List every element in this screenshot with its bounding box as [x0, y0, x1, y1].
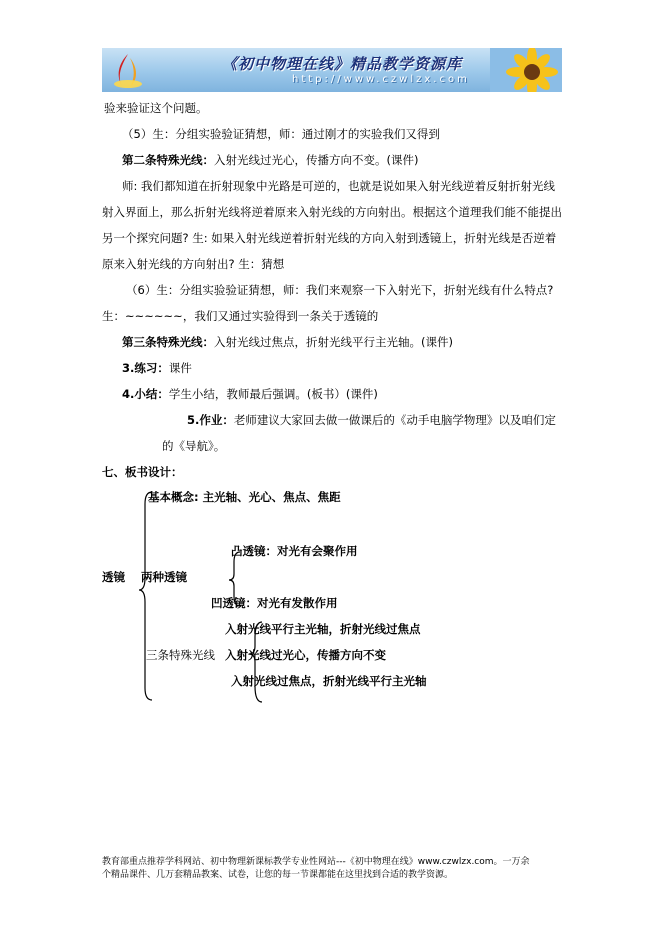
text-line-6: 另一个探究问题? 生: 如果入射光线逆着折射光线的方向入射到透镜上，折射光线是否逆着 — [102, 231, 557, 245]
second-ray-label: 第二条特殊光线： — [122, 153, 214, 167]
text-line-8: （6）生：分组实验验证猜想，师：我们来观察一下入射光下，折射光线有什么特点? — [126, 283, 554, 297]
text-line-5: 射入界面上，那么折射光线将逆着原来入射光线的方向射出。根据这个道理我们能不能提出 — [102, 205, 562, 219]
text-line-7: 原来入射光线的方向射出? 生：猜想 — [102, 257, 285, 271]
board-ray-3: 入射光线过焦点，折射光线平行主光轴 — [231, 674, 427, 688]
summary-text: 学生小结，教师最后强调。(板书）(课件) — [168, 387, 378, 401]
board-root: 透镜 — [102, 570, 125, 584]
board-three-rays: 三条特殊光线 — [146, 648, 215, 662]
header-title: 《初中物理在线》精品教学资源库 — [222, 55, 463, 73]
board-ray-1: 入射光线平行主光轴，折射光线过焦点 — [225, 622, 421, 636]
exercise-label: 3.练习： — [122, 361, 169, 375]
text-line-4: 师: 我们都知道在折射现象中光路是可逆的，也就是说如果入射光线逆着反射折射光线 — [122, 179, 556, 193]
board-two-lenses: 两种透镜 — [141, 570, 187, 584]
header-url[interactable]: http://www.czwlzx.com — [292, 74, 470, 85]
text-line-2: （5）生：分组实验验证猜想，师：通过刚才的实验我们又得到 — [122, 127, 440, 141]
homework-label: 5.作业： — [187, 413, 234, 427]
text-line-14: 的《导航》。 — [162, 439, 226, 453]
homework-text: 老师建议大家回去做一做课后的《动手电脑学物理》以及咱们定 — [233, 413, 556, 427]
root-brace — [139, 492, 152, 700]
footer-line-2: 个精品课件、几万套精品教案、试卷，让您的每一节课都能在这里找到合适的教学资源。 — [102, 870, 454, 880]
board-convex: 凸透镜：对光有会聚作用 — [231, 544, 358, 558]
board-concave: 凹透镜：对光有发散作用 — [211, 596, 338, 610]
summary-label: 4.小结： — [122, 387, 169, 401]
text-line-9: 生：~~~~~~，我们又通过实验得到一条关于透镜的 — [102, 309, 379, 323]
third-ray-label: 第三条特殊光线： — [122, 335, 214, 349]
board-ray-2: 入射光线过光心，传播方向不变 — [225, 648, 386, 662]
exercise-text: 课件 — [168, 361, 192, 375]
second-ray-text: 入射光线过光心，传播方向不变。(课件) — [214, 153, 419, 167]
third-ray-text: 入射光线过焦点，折射光线平行主光轴。(课件) — [214, 335, 453, 349]
text-line-1: 验来验证这个问题。 — [104, 101, 208, 115]
board-heading: 七、板书设计： — [102, 465, 183, 479]
board-concepts: 基本概念: 主光轴、光心、焦点、焦距 — [148, 490, 341, 504]
footer-line-1: 教育部重点推荐学科网站、初中物理新课标教学专业性网站---《初中物理在线》www.czwlzx.com。一万余 — [102, 857, 530, 867]
